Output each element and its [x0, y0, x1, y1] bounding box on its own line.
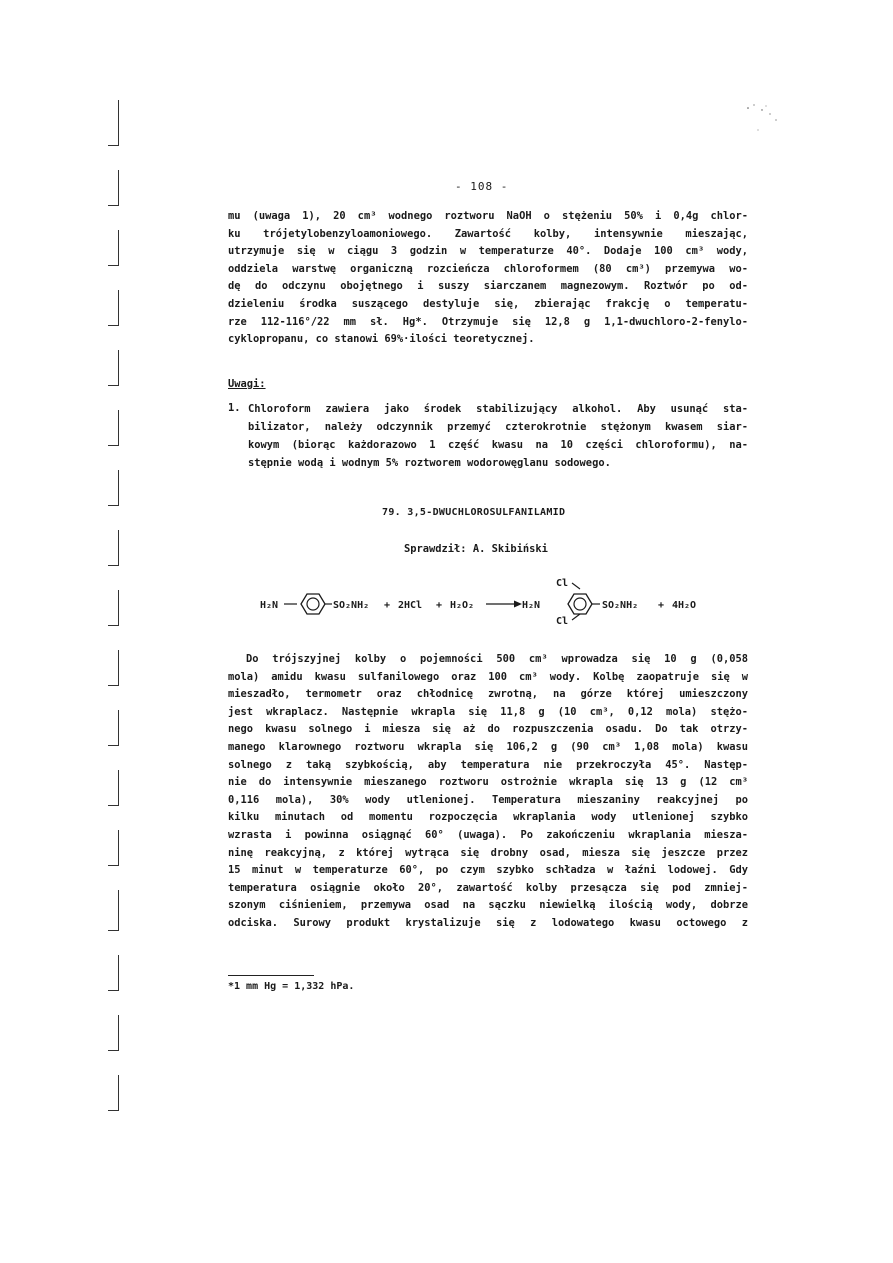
text-line: temperatura osiągnie około 20°, zawartość kolby przesącza się pod zmniej-	[228, 881, 748, 894]
text-line: dę do odczynu obojętnego i suszy siarczanem magnezowym. Roztwór po od-	[228, 280, 748, 293]
text-line: Do trójszyjnej kolby o pojemności 500 cm³ wprowadza się 10 g (0,058	[246, 653, 748, 665]
bond	[572, 614, 580, 620]
text-line: stępnie wodą i wodnym 5% roztworem wodorowęglanu sodowego.	[248, 457, 611, 469]
footnote: *1 mm Hg = 1,332 hPa.	[228, 981, 355, 992]
section-title: 79. 3,5-DWUCHLOROSULFANILAMID	[382, 507, 566, 518]
aromatic-circle	[574, 598, 586, 610]
aromatic-circle	[307, 598, 319, 610]
text-line: mola) amidu kwasu sulfanilowego oraz 100 cm³ wody. Kolbę zaopatruje się w	[228, 670, 748, 683]
text-line: nie do intensywnie mieszanego roztworu ostrożnie wkrapla się 13 g (12 cm³	[228, 776, 748, 789]
notes-heading: Uwagi:	[228, 378, 266, 390]
binding-marks	[108, 100, 128, 1110]
plus-sign: +	[436, 600, 443, 611]
checked-by: Sprawdził: A. Skibiński	[404, 543, 548, 555]
arrow-head-icon	[514, 601, 522, 608]
text-line: dzieleniu środka suszącego destyluje się, zbierając frakcję o temperatu-	[228, 297, 748, 310]
note-number: 1.	[228, 402, 241, 414]
text-line: nego kwasu solnego i miesza się aż do rozpuszczenia osadu. Do tak otrzy-	[228, 723, 748, 736]
text-line: Chloroform zawiera jako środek stabilizujący alkohol. Aby usunąć sta-	[248, 403, 748, 415]
text-line: ninę reakcyjną, z której wytrąca się drobny osad, miesza się jeszcze przez	[228, 846, 748, 859]
text-line: szonym ciśnieniem, przemywa osad na sączku niewielką ilością wody, dobrze	[228, 899, 748, 912]
text-line: utrzymuje się w ciągu 3 godzin w temperaturze 40°. Dodaje 100 cm³ wody,	[228, 245, 748, 258]
continuation-paragraph	[228, 208, 748, 349]
text-line: bilizator, należy odczynnik przemyć czterokrotnie stężonym kwasem siar-	[248, 421, 748, 433]
page-number: - 108 -	[455, 180, 509, 193]
text-line: cyklopropanu, co stanowi 69%·ilości teoretycznej.	[228, 333, 535, 346]
reaction-scheme	[260, 572, 740, 632]
procedure-paragraph	[228, 651, 748, 933]
text-line: odciska. Surowy produkt krystalizuje się z lodowatego kwasu octowego z	[228, 916, 748, 929]
text-line: 15 minut w temperaturze 60°, po czym szybko schładza w łaźni lodowej. Gdy	[228, 864, 748, 877]
text-line: manego klarownego roztworu wkrapla się 106,2 g (90 cm³ 1,08 mola) kwasu	[228, 740, 748, 753]
text-line: mu (uwaga 1), 20 cm³ wodnego roztworu NaOH o stężeniu 50% i 0,4g chlor-	[228, 210, 748, 222]
chlorine-top: Cl	[556, 578, 569, 589]
benzene-ring-icon	[301, 594, 325, 614]
footnote-divider	[228, 975, 314, 976]
bond	[572, 583, 580, 589]
text-line: oddziela warstwę organiczną rozcieńcza chloroformem (80 cm³) przemywa wo-	[228, 262, 748, 275]
plus-sign: +	[658, 600, 665, 611]
note-1-text	[248, 400, 748, 472]
reagent-h2o2: H₂O₂	[450, 600, 475, 611]
chlorine-bottom: Cl	[556, 616, 569, 627]
benzene-ring-icon	[568, 594, 592, 614]
text-line: wzrasta i powinna osiągnąć 60° (uwaga). Po zakończeniu wkraplania miesza-	[228, 828, 748, 841]
text-line: solnego z taką szybkością, aby temperatura nie przekroczyła 45°. Następ-	[228, 758, 748, 771]
text-line: 0,116 mola), 30% wody utlenionej. Temperatura mieszaniny reakcyjnej po	[228, 793, 748, 806]
reagent-hcl: 2HCl	[398, 600, 423, 611]
text-line: mieszadło, termometr oraz chłodnicę zwrotną, na górze której umieszczony	[228, 688, 748, 701]
byproduct-water: 4H₂O	[672, 600, 697, 611]
scan-specks	[740, 100, 790, 140]
text-line: rze 112-116°/22 mm sł. Hg*. Otrzymuje się 12,8 g 1,1-dwuchloro-2-fenylo-	[228, 315, 748, 328]
reactant-amine: H₂N	[260, 600, 279, 611]
text-line: jest wkraplacz. Następnie wkrapla się 11,8 g (10 cm³, 0,12 mola) stężo-	[228, 705, 748, 718]
text-line: kowym (biorąc każdorazowo 1 część kwasu na 10 części chloroformu), na-	[248, 439, 748, 451]
product-sulfonamide: SO₂NH₂	[602, 600, 639, 611]
reactant-sulfonamide: SO₂NH₂	[333, 600, 370, 611]
text-line: kilku minutach od momentu rozpoczęcia wkraplania wody utlenionej szybko	[228, 811, 748, 824]
text-line: ku trójetylobenzyloamoniowego. Zawartość kolby, intensywnie mieszając,	[228, 227, 748, 240]
plus-sign: +	[384, 600, 391, 611]
product-amine: H₂N	[522, 600, 541, 611]
